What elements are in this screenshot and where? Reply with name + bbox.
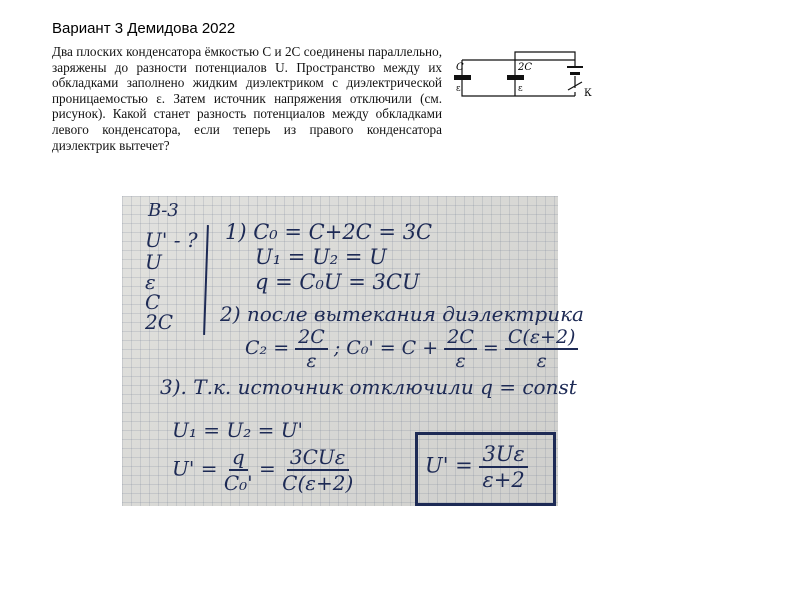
step1: 1) C₀ = C+2C = 3C: [225, 220, 433, 244]
given-1: U: [145, 250, 162, 274]
answer-fraction: $\frac{3U\varepsilon}{\varepsilon+2}$: [479, 442, 527, 492]
given-4: 2C: [145, 310, 174, 334]
given-3: C: [145, 290, 161, 314]
c0p-fraction: $\frac{2C}{\varepsilon}$: [444, 326, 477, 372]
c0p-lhs: ; C₀' = C +: [333, 337, 439, 359]
step1c: q = C₀U = 3CU: [255, 270, 420, 294]
equals: =: [482, 337, 499, 359]
given-2: ε: [145, 270, 156, 294]
c2-fraction: $\frac{2C}{\varepsilon}$: [295, 326, 328, 372]
c2-lhs: C₂ =: [245, 337, 290, 359]
variant-label: В-3: [148, 200, 179, 221]
step1b: U₁ = U₂ = U: [255, 245, 387, 269]
c0p-fraction-2: $\frac{C(\varepsilon+2)}{\varepsilon}$: [505, 326, 579, 372]
step2: 2) после вытекания диэлектрика: [220, 302, 584, 326]
final-derivation: U' = $\frac{q}{\text{C₀'}}$ = $\frac{\text{3CUε}}{C(\varepsilon+2)}$: [172, 445, 354, 495]
q-over-c0p: $\frac{q}{\text{C₀'}}$: [223, 445, 253, 495]
step3: 3). Т.к. источник отключили q = const: [160, 375, 577, 399]
label-c1: C: [456, 62, 464, 73]
expanded-fraction: $\frac{\text{3CUε}}{C(\varepsilon+2)}$: [282, 445, 354, 495]
label-eps1: ε: [456, 84, 461, 94]
label-eps2: ε: [518, 84, 523, 94]
circuit-diagram: [450, 48, 600, 118]
given-0: U' - ?: [145, 228, 198, 252]
voltage-equality: U₁ = U₂ = U': [172, 418, 304, 442]
answer: U' = $\frac{3U\varepsilon}{\varepsilon+2}$: [425, 442, 528, 492]
step2-formula: [245, 326, 578, 372]
label-c2: 2C: [518, 62, 533, 73]
problem-text: Два плоских конденсатора ёмкостью C и 2C соединены параллельно, заряжены до разности потенциалов U. Пространство между их обкладками заполнено жидким диэлектриком с диэлектрической проницаемостью ε. Затем источник напряжения отключили (см. рисунок). Какой станет разность потенциалов между обкладками левого конденсатора, если теперь из правого конденсатора диэлектрик вытечет?: [52, 44, 442, 153]
page-header: Вариант 3 Демидова 2022: [52, 20, 236, 37]
label-switch: К: [584, 88, 592, 99]
